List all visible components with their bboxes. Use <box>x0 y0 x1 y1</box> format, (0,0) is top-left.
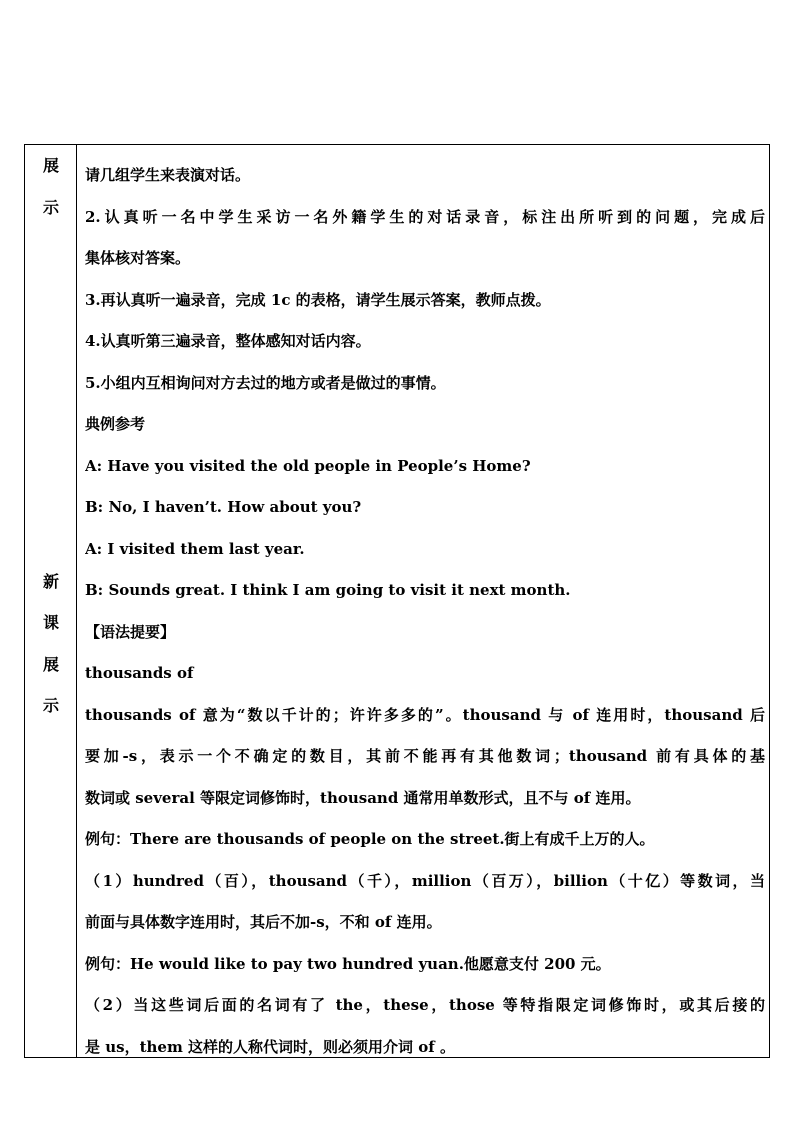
text-line: 请几组学生来表演对话。 <box>85 166 251 184</box>
lesson-content <box>85 155 765 1068</box>
text-line: 典例参考 <box>85 415 146 433</box>
section-label-char: 展 <box>42 655 59 674</box>
grammar-heading: 【语法提要】 <box>85 622 176 641</box>
text-line: （2）当这些词后面的名词有了 the，these，those 等特指限定词修饰时，或其后接的 <box>85 996 765 1014</box>
text-line: 数词或 several 等限定词修饰时，thousand 通常用单数形式，且不与 of 连用。 <box>85 788 641 807</box>
text-line: 是 us，them 这样的人称代词时，则必须用介词 of 。 <box>85 1037 455 1056</box>
lesson-table <box>24 144 770 1058</box>
text-line: 2.认真听一名中学生采访一名外籍学生的对话录音，标注出所听到的问题，完成后 <box>85 207 765 226</box>
dialogue-line: A: Have you visited the old people in People’s Home? <box>85 456 531 475</box>
dialogue-line: B: Sounds great. I think I am going to visit it next month. <box>85 581 571 599</box>
text-line: 集体核对答案。 <box>85 249 191 267</box>
text-line: 4.认真听第三遍录音，整体感知对话内容。 <box>85 332 371 350</box>
section-label-char: 新 <box>42 572 59 591</box>
section-label-char: 示 <box>42 696 59 715</box>
text-line: thousands of 意为“数以千计的；许许多多的”。thousand 与 of 连用时，thousand 后 <box>85 705 765 724</box>
section-label-char: 示 <box>42 198 59 217</box>
section-label-char: 展 <box>42 156 59 175</box>
section-label-column <box>25 145 77 1057</box>
text-line: 前面与具体数字连用时，其后不加-s，不和 of 连用。 <box>85 913 442 931</box>
section-label-char: 课 <box>42 613 59 632</box>
example-line: 例句：He would like to pay two hundred yuan.他愿意支付 200 元。 <box>85 954 611 973</box>
dialogue-line: A: I visited them last year. <box>85 539 305 558</box>
text-line: （1）hundred（百），thousand（千），million（百万），billion（十亿）等数词，当 <box>85 871 765 890</box>
example-line: 例句：There are thousands of people on the street.街上有成千上万的人。 <box>85 830 655 848</box>
grammar-term: thousands of <box>85 664 194 682</box>
text-line: 要加-s，表示一个不确定的数目，其前不能再有其他数词；thousand 前有具体的基 <box>85 747 765 765</box>
dialogue-line: B: No, I haven’t. How about you? <box>85 498 362 516</box>
text-line: 5.小组内互相询问对方去过的地方或者是做过的事情。 <box>85 373 446 392</box>
text-line: 3.再认真听一遍录音，完成 1c 的表格，请学生展示答案，教师点拨。 <box>85 290 551 309</box>
